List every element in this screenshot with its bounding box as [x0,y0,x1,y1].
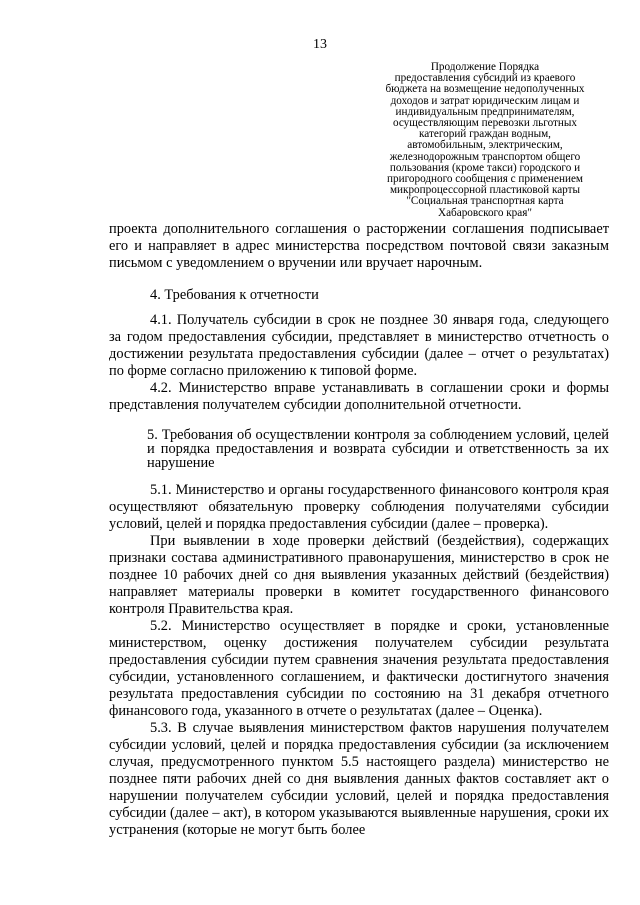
header-line: Продолжение Порядка [430,61,540,73]
paragraph-4-2: 4.2. Министерство вправе устанавливать в соглашении сроки и формы представления получателем субсидии дополнительной отчетности. [109,380,609,413]
header-line: доходов и затрат юридическим лицам и [390,94,580,107]
header-line: категорий граждан водным, [419,128,551,141]
header-line: пригородного сообщения с применением [387,173,583,186]
header-line: индивидуальным предпринимателям, [395,105,575,118]
paragraph-5-3: 5.3. В случае выявления министерством фактов нарушения получателем субсидии условий, целей и порядка предоставления субсидии (за исключением случая, предусмотренного пунктом 5.5 настоящего раздела) министерство не позднее пяти рабочих дней со дня выявления данных фактов составляет акт о нарушении получателем субсидии условий, целей и порядка предоставления субсидии (далее – акт), в котором указываются выявленные нарушения, сроки их устранения (которые не могут быть более [109,720,609,838]
header-line: микропроцессорной пластиковой карты [389,184,581,197]
header-line: Хабаровского края" [438,206,532,219]
section-heading-5: 5. Требования об осуществлении контроля за соблюдением условий, целей и порядка предоставления и возврата субсидии и ответственность за их нарушение [147,427,609,471]
header-line: железнодорожным транспортом общего [389,150,581,163]
page-number: 13 [313,37,327,52]
document-header [350,62,620,219]
header-line: автомобильным, электрическим, [407,139,563,152]
header-line: бюджета на возмещение недополученных [385,83,585,96]
paragraph-5-2: 5.2. Министерство осуществляет в порядке и сроки, установленные министерством, оценку достижения получателем субсидии результата предоставления субсидии путем сравнения значения результата предоставления субсидии, установленного соглашением, и фактически достигнутого значения результата предоставления субсидии по состоянию на 31 декабря отчетного финансового года, указанного в отчете о результатах (далее – Оценка). [109,618,609,719]
header-line: осуществляющим перевозки льготных [392,117,578,130]
paragraph-5-1: 5.1. Министерство и органы государственного финансового контроля края осуществляют обязательную проверку соблюдения получателями субсидии условий, целей и порядка предоставления субсидии (далее – проверка). [109,482,609,532]
paragraph-continuation: проекта дополнительного соглашения о расторжении соглашения подписывает его и направляет в адрес министерства посредством почтовой связи заказным письмом с уведомлением о вручении или вручает нарочным. [109,221,609,271]
header-line: "Социальная транспортная карта [406,195,564,208]
header-line: пользования (кроме такси) городского и [389,161,581,174]
document-body [109,221,609,839]
paragraph-5-1-violations: При выявлении в ходе проверки действий (бездействия), содержащих признаки состава административного правонарушения, министерство в срок не позднее 10 рабочих дней со дня выявления указанных действий (бездействия) направляет материалы проверки в комитет государственного финансового контроля Правительства края. [109,533,609,617]
paragraph-4-1: 4.1. Получатель субсидии в срок не позднее 30 января года, следующего за годом предоставления субсидии, представляет в министерство отчетность о достижении результата предоставления субсидии (далее – отчет о результатах) по форме согласно приложению к типовой форме. [109,312,609,379]
section-heading-4: 4. Требования к отчетности [150,287,319,303]
header-line: предоставления субсидий из краевого [394,72,576,85]
